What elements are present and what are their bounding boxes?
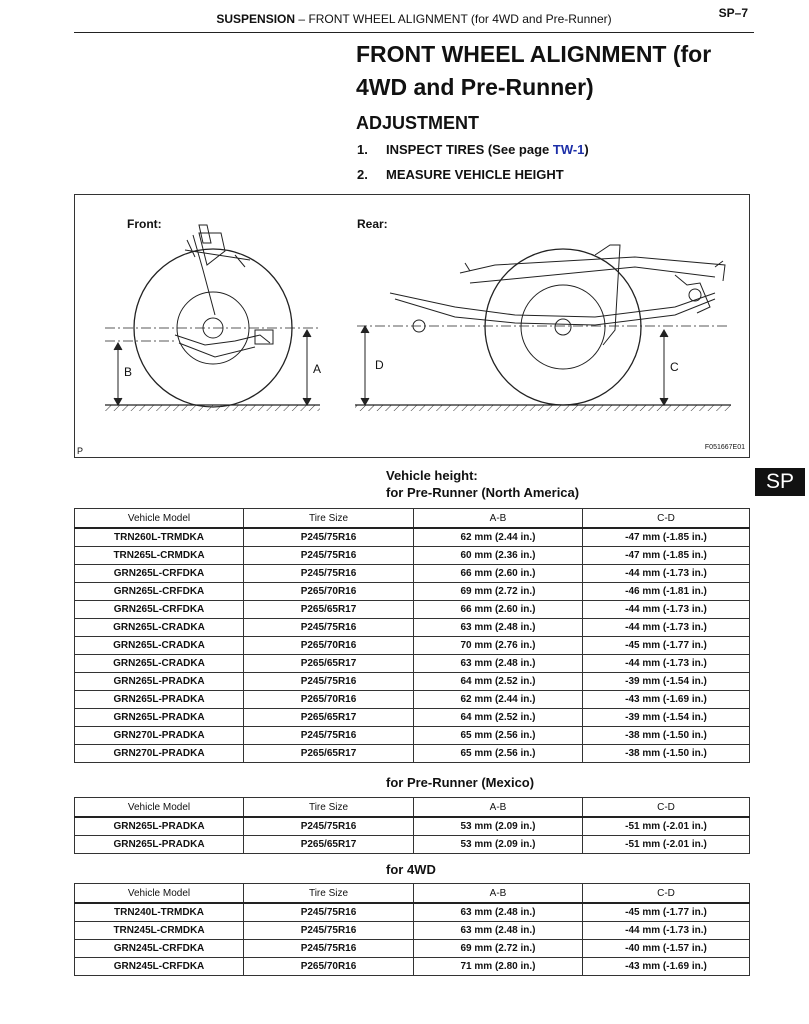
- table-row: [75, 637, 750, 655]
- table-row: [75, 958, 750, 976]
- cell-a-b: 64 mm (2.52 in.): [414, 673, 583, 691]
- cell-a-b: 66 mm (2.60 in.): [414, 565, 583, 583]
- cell-vehicle-model: TRN245L-CRMDKA: [75, 922, 244, 940]
- cell-c-d: -47 mm (-1.85 in.): [583, 528, 750, 547]
- caption-pre-runner-na: for Pre-Runner (North America): [386, 485, 580, 500]
- cell-a-b: 70 mm (2.76 in.): [414, 637, 583, 655]
- cell-vehicle-model: GRN265L-PRADKA: [75, 673, 244, 691]
- cell-a-b: 53 mm (2.09 in.): [414, 836, 583, 854]
- cell-c-d: -39 mm (-1.54 in.): [583, 673, 750, 691]
- cell-a-b: 63 mm (2.48 in.): [414, 655, 583, 673]
- cell-tire-size: P265/70R16: [244, 691, 414, 709]
- header-tire-size: Tire Size: [244, 884, 414, 904]
- vehicle-height-figure: [74, 194, 750, 458]
- cell-tire-size: P265/70R16: [244, 583, 414, 601]
- step-1: [357, 142, 589, 157]
- cell-tire-size: P245/75R16: [244, 547, 414, 565]
- cell-a-b: 64 mm (2.52 in.): [414, 709, 583, 727]
- cell-tire-size: P265/65R17: [244, 601, 414, 619]
- cell-tire-size: P265/70R16: [244, 637, 414, 655]
- cell-a-b: 65 mm (2.56 in.): [414, 745, 583, 763]
- step-number: 1.: [357, 142, 368, 157]
- header-dash: –: [298, 12, 306, 26]
- cell-a-b: 69 mm (2.72 in.): [414, 583, 583, 601]
- figure-corner-mark: P: [77, 446, 84, 456]
- table-row: [75, 836, 750, 854]
- table-row: [75, 619, 750, 637]
- cell-tire-size: P245/75R16: [244, 673, 414, 691]
- cell-c-d: -44 mm (-1.73 in.): [583, 619, 750, 637]
- page-number: SP–7: [718, 6, 748, 20]
- cell-a-b: 71 mm (2.80 in.): [414, 958, 583, 976]
- cell-a-b: 63 mm (2.48 in.): [414, 903, 583, 922]
- cell-c-d: -43 mm (-1.69 in.): [583, 958, 750, 976]
- letter-b: B: [124, 365, 133, 379]
- dimension-c: [660, 330, 668, 405]
- table-header-row: [75, 798, 750, 818]
- table-4wd: [74, 883, 750, 976]
- cell-tire-size: P245/75R16: [244, 817, 414, 836]
- table-row: [75, 583, 750, 601]
- rear-label: Rear:: [357, 217, 388, 231]
- cell-a-b: 62 mm (2.44 in.): [414, 528, 583, 547]
- cell-vehicle-model: GRN265L-CRFDKA: [75, 601, 244, 619]
- rear-wheel-drawing: [390, 245, 725, 405]
- cell-a-b: 60 mm (2.36 in.): [414, 547, 583, 565]
- dimension-a: [303, 330, 311, 405]
- header-vehicle-model: Vehicle Model: [75, 884, 244, 904]
- table-pre-runner-na: [74, 508, 750, 763]
- cell-tire-size: P245/75R16: [244, 903, 414, 922]
- cell-vehicle-model: GRN265L-PRADKA: [75, 817, 244, 836]
- table-row: [75, 922, 750, 940]
- cell-c-d: -44 mm (-1.73 in.): [583, 922, 750, 940]
- caption-4wd: for 4WD: [386, 862, 436, 877]
- cell-c-d: -39 mm (-1.54 in.): [583, 709, 750, 727]
- header-tire-size: Tire Size: [244, 798, 414, 818]
- cell-c-d: -44 mm (-1.73 in.): [583, 565, 750, 583]
- letter-d: D: [375, 358, 384, 372]
- cell-c-d: -45 mm (-1.77 in.): [583, 903, 750, 922]
- table-row: [75, 673, 750, 691]
- page-title: FRONT WHEEL ALIGNMENT (for 4WD and Pre-Runner): [356, 41, 712, 100]
- cell-a-b: 63 mm (2.48 in.): [414, 922, 583, 940]
- cell-vehicle-model: GRN265L-PRADKA: [75, 836, 244, 854]
- cell-tire-size: P245/75R16: [244, 922, 414, 940]
- cell-vehicle-model: GRN265L-CRADKA: [75, 655, 244, 673]
- step-number: 2.: [357, 167, 368, 182]
- cell-vehicle-model: TRN240L-TRMDKA: [75, 903, 244, 922]
- cell-c-d: -51 mm (-2.01 in.): [583, 817, 750, 836]
- letter-c: C: [670, 360, 679, 374]
- table-row: [75, 745, 750, 763]
- step-text: MEASURE VEHICLE HEIGHT: [386, 167, 564, 182]
- cell-c-d: -47 mm (-1.85 in.): [583, 547, 750, 565]
- rear-ground: [355, 405, 731, 411]
- letter-a: A: [313, 362, 322, 376]
- cell-vehicle-model: GRN270L-PRADKA: [75, 745, 244, 763]
- header-subtitle: FRONT WHEEL ALIGNMENT (for 4WD and Pre-Runner): [308, 12, 612, 26]
- cell-tire-size: P265/65R17: [244, 655, 414, 673]
- cell-tire-size: P265/70R16: [244, 958, 414, 976]
- page-link[interactable]: TW-1: [552, 142, 585, 157]
- cell-vehicle-model: TRN260L-TRMDKA: [75, 528, 244, 547]
- cell-c-d: -38 mm (-1.50 in.): [583, 745, 750, 763]
- figure-code: F051667E01: [704, 444, 745, 451]
- table-row: [75, 601, 750, 619]
- cell-c-d: -45 mm (-1.77 in.): [583, 637, 750, 655]
- cell-tire-size: P265/65R17: [244, 709, 414, 727]
- cell-vehicle-model: GRN245L-CRFDKA: [75, 958, 244, 976]
- table-row: [75, 691, 750, 709]
- header-c-d: C-D: [583, 798, 750, 818]
- cell-a-b: 69 mm (2.72 in.): [414, 940, 583, 958]
- dimension-b: [114, 343, 122, 405]
- header-tire-size: Tire Size: [244, 509, 414, 529]
- cell-a-b: 53 mm (2.09 in.): [414, 817, 583, 836]
- table-header-row: [75, 509, 750, 529]
- cell-tire-size: P245/75R16: [244, 940, 414, 958]
- cell-vehicle-model: GRN270L-PRADKA: [75, 727, 244, 745]
- cell-vehicle-model: GRN265L-CRADKA: [75, 619, 244, 637]
- cell-c-d: -46 mm (-1.81 in.): [583, 583, 750, 601]
- cell-tire-size: P245/75R16: [244, 619, 414, 637]
- section-heading: ADJUSTMENT: [356, 113, 480, 133]
- header-a-b: A-B: [414, 798, 583, 818]
- table-row: [75, 817, 750, 836]
- front-ground: [105, 405, 320, 411]
- cell-vehicle-model: GRN245L-CRFDKA: [75, 940, 244, 958]
- cell-c-d: -43 mm (-1.69 in.): [583, 691, 750, 709]
- cell-c-d: -51 mm (-2.01 in.): [583, 836, 750, 854]
- header-c-d: C-D: [583, 884, 750, 904]
- header-c-d: C-D: [583, 509, 750, 529]
- section-tab: SP: [755, 468, 805, 496]
- cell-a-b: 63 mm (2.48 in.): [414, 619, 583, 637]
- cell-vehicle-model: GRN265L-PRADKA: [75, 709, 244, 727]
- cell-tire-size: P265/65R17: [244, 836, 414, 854]
- cell-vehicle-model: GRN265L-CRADKA: [75, 637, 244, 655]
- header-a-b: A-B: [414, 509, 583, 529]
- table-row: [75, 547, 750, 565]
- table-row: [75, 709, 750, 727]
- header-a-b: A-B: [414, 884, 583, 904]
- cell-vehicle-model: TRN265L-CRMDKA: [75, 547, 244, 565]
- table-pre-runner-mexico: [74, 797, 750, 854]
- front-wheel-drawing: [134, 225, 292, 407]
- table-row: [75, 655, 750, 673]
- cell-c-d: -44 mm (-1.73 in.): [583, 601, 750, 619]
- table-row: [75, 940, 750, 958]
- header-vehicle-model: Vehicle Model: [75, 509, 244, 529]
- cell-tire-size: P265/65R17: [244, 745, 414, 763]
- table-row: [75, 727, 750, 745]
- table-row: [75, 528, 750, 547]
- cell-a-b: 65 mm (2.56 in.): [414, 727, 583, 745]
- header-vehicle-model: Vehicle Model: [75, 798, 244, 818]
- cell-c-d: -44 mm (-1.73 in.): [583, 655, 750, 673]
- table-row: [75, 903, 750, 922]
- cell-a-b: 66 mm (2.60 in.): [414, 601, 583, 619]
- caption-vehicle-height: Vehicle height:: [386, 468, 478, 483]
- table-header-row: [75, 884, 750, 904]
- step-text-end: ): [584, 142, 589, 157]
- running-header: [74, 8, 754, 33]
- cell-vehicle-model: GRN265L-CRFDKA: [75, 565, 244, 583]
- cell-tire-size: P245/75R16: [244, 565, 414, 583]
- dimension-d: [361, 326, 369, 405]
- table-row: [75, 565, 750, 583]
- cell-c-d: -40 mm (-1.57 in.): [583, 940, 750, 958]
- cell-c-d: -38 mm (-1.50 in.): [583, 727, 750, 745]
- cell-vehicle-model: GRN265L-PRADKA: [75, 691, 244, 709]
- cell-vehicle-model: GRN265L-CRFDKA: [75, 583, 244, 601]
- figure-drawing: [75, 195, 751, 459]
- header-section: SUSPENSION: [216, 12, 296, 26]
- cell-tire-size: P245/75R16: [244, 727, 414, 745]
- cell-a-b: 62 mm (2.44 in.): [414, 691, 583, 709]
- caption-pre-runner-mexico: for Pre-Runner (Mexico): [386, 775, 535, 790]
- step-2: [357, 167, 564, 182]
- step-text: INSPECT TIRES (See page: [386, 142, 553, 157]
- cell-tire-size: P245/75R16: [244, 528, 414, 547]
- header-title: [74, 12, 754, 26]
- front-label: Front:: [127, 217, 162, 231]
